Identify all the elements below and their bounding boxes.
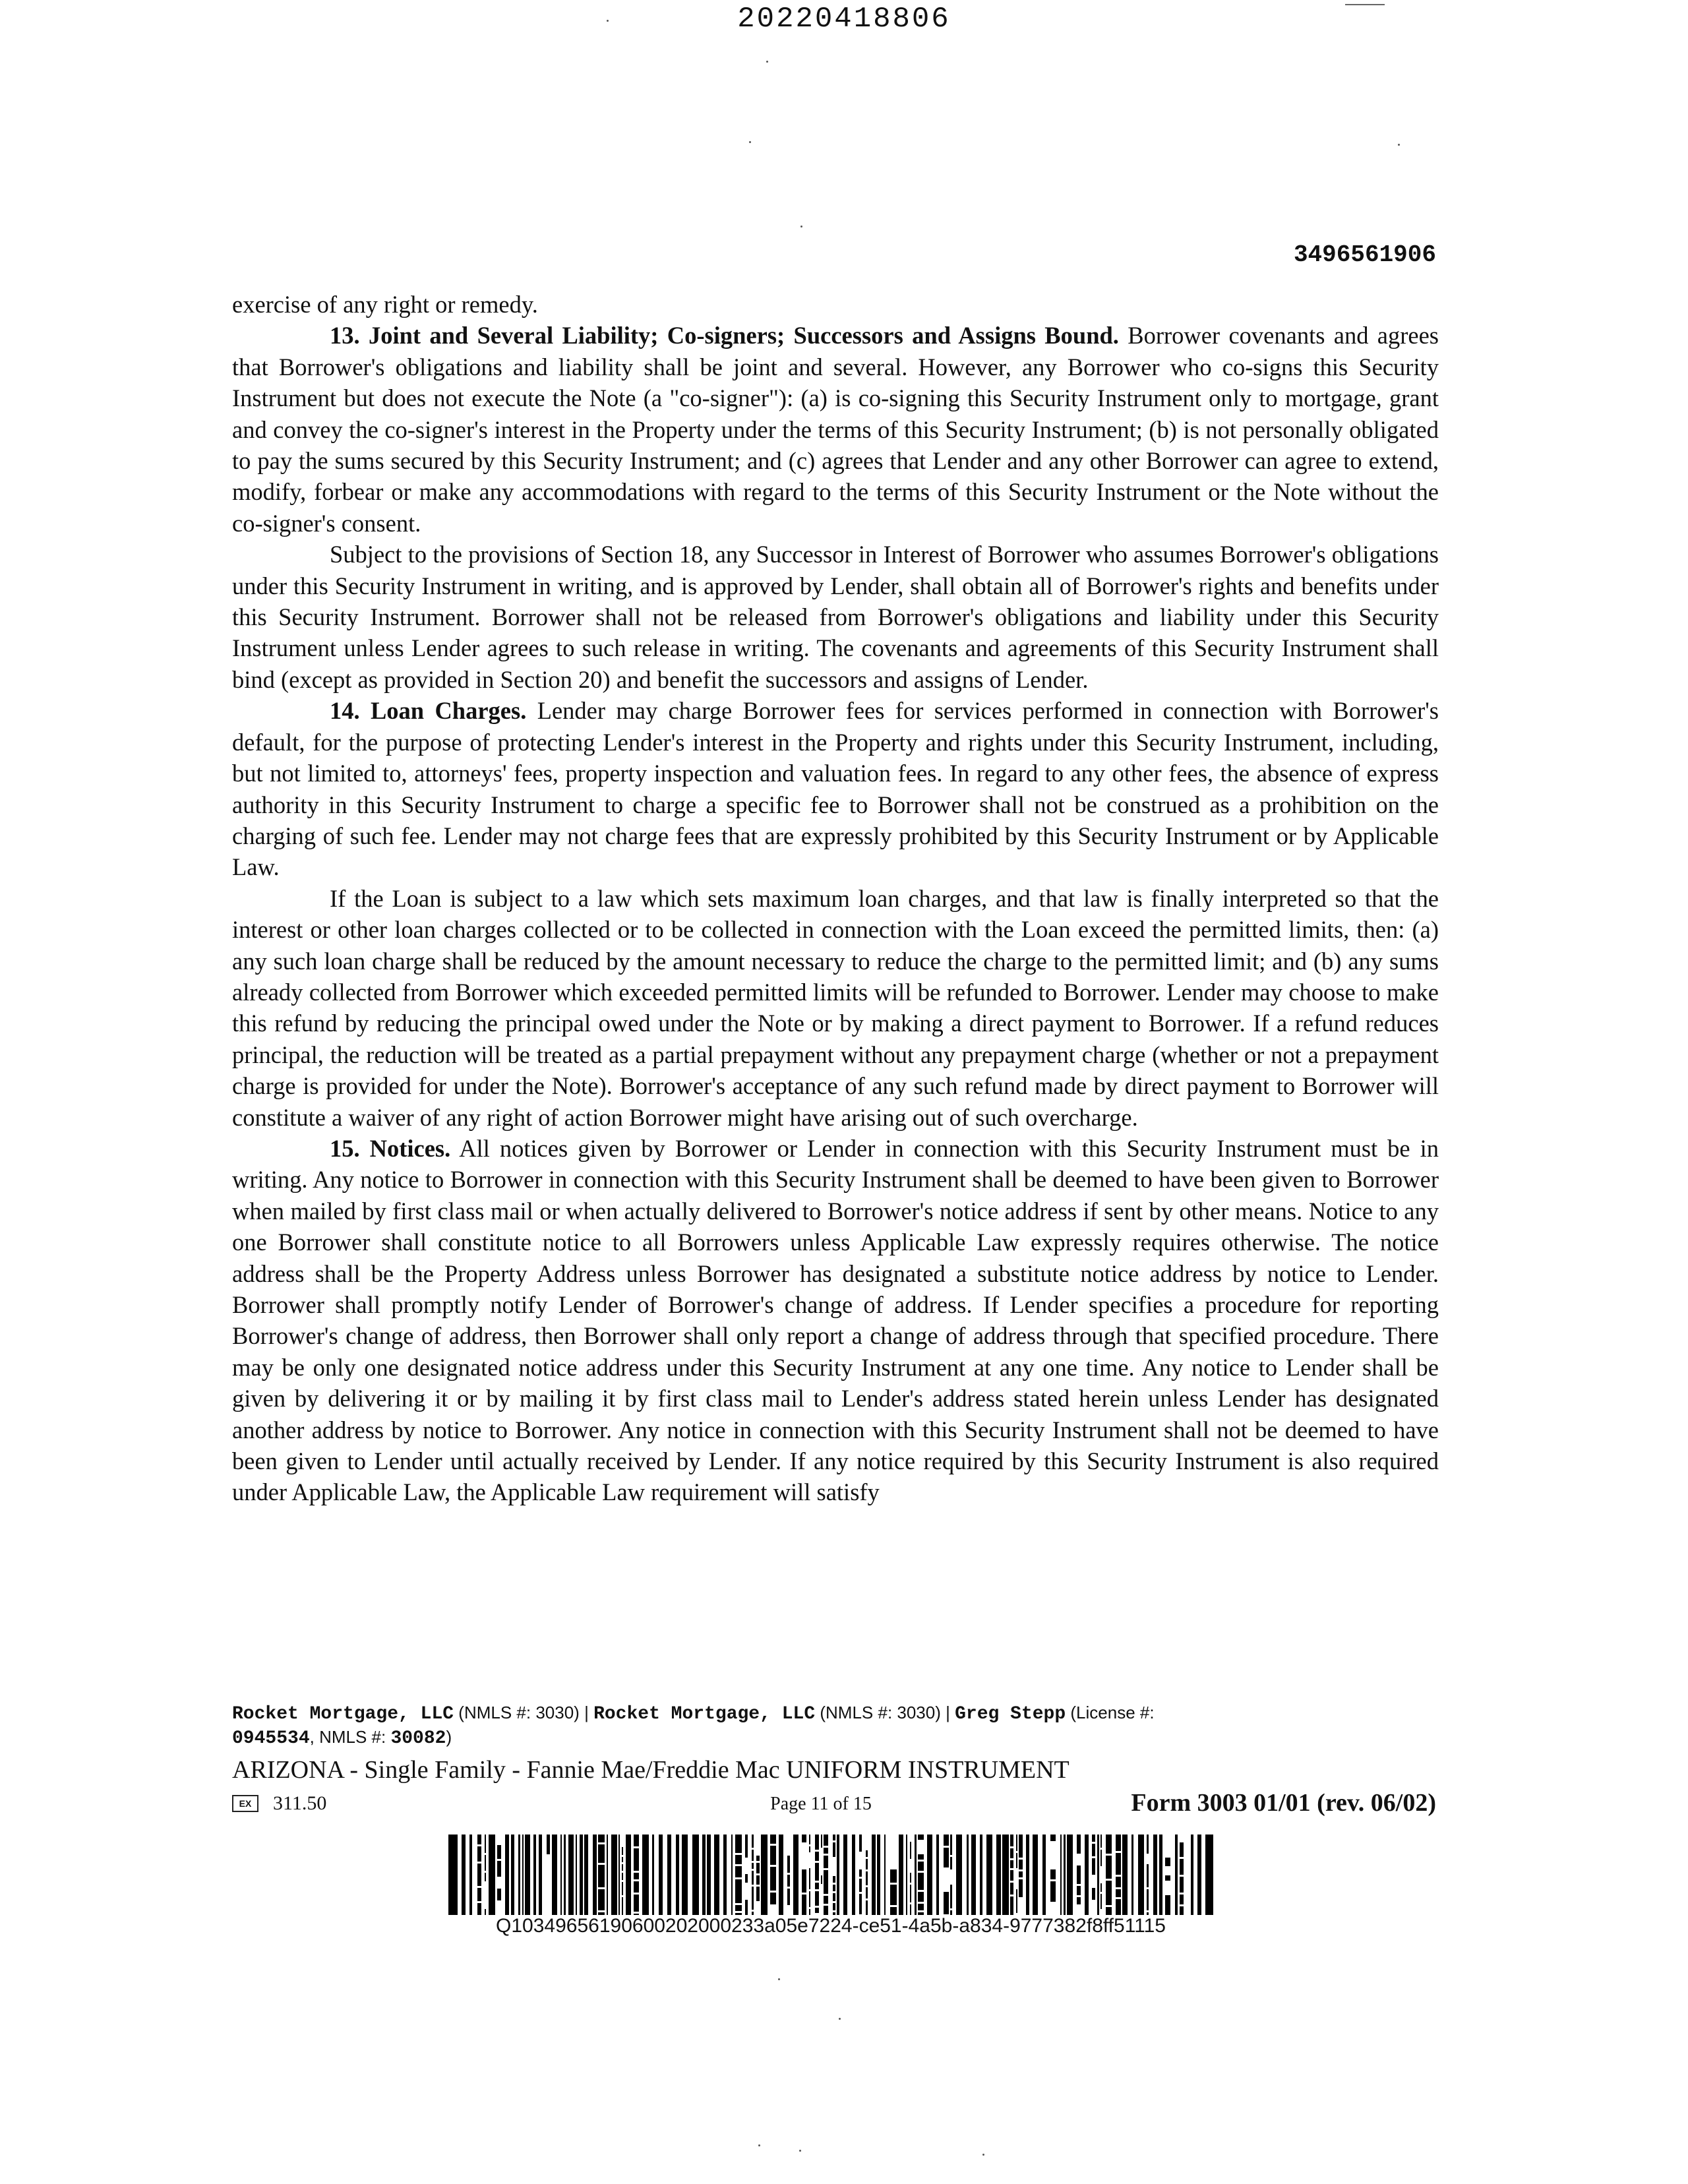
section-15-text: All notices given by Borrower or Lender in connection with this Security Instrument must be in writing. Any notice to Borrower in connection with this Security Instrument shall be deemed to have been given to Borrower when mailed by first class mail or when actually delivered to Borrower's notice address if sent by other means. Notice to any one Borrower shall constitute notice to all Borrowers unless Applicable Law expressly requires otherwise. The notice address shall be the Property Address unless Borrower has designated a substitute notice address by notice to Lender. Borrower shall promptly notify Lender of Borrower's change of address. If Lender specifies a procedure for reporting Borrower's change of address, then Borrower shall only report a change of address through that specified procedure. There may be only one designated notice address under this Security Instrument at any one time. Any notice to Lender shall be given by delivering it or by mailing it by first class mail to Lender's address stated herein unless Lender has designated another address by notice to Borrower. Any notice in connection with this Security Instrument shall not be deemed to have been given to Lender until actually received by Lender. If any notice required by this Security Instrument is also required under Applicable Law, the Applicable Law requirement will satisfy [232,1134,1439,1506]
scan-speck [1398,144,1400,146]
scan-speck [766,61,768,63]
lender-name-2: Rocket Mortgage, LLC [593,1704,816,1724]
scan-speck [799,2150,801,2152]
form-title [232,1755,1070,1784]
originator-nmls: 30082 [390,1728,446,1749]
scan-speck [607,20,609,22]
barcode-text: Q10349656190600202000233a05e7224-ce51-4a5b-a834-9777382f8ff51115 [496,1915,1166,1937]
form-description: - Single Family - Fannie Mae/Freddie Mac [343,1756,787,1784]
section-14-paragraph-2: If the Loan is subject to a law which sets maximum loan charges, and that law is finally interpreted so that the interest or other loan charges collected or to be collected in connection with the Loan exceed the permitted limits, then: (a) any such loan charge shall be reduced by the amount necessary to reduce the charge to the permitted limit; and (b) any sums already collected from Borrower which exceeded permitted limits will be refunded to Borrower. Lender may choose to make this refund by reducing the principal owed under the Note or by making a direct payment to Borrower. If a refund reduces principal, the reduction will be treated as a partial prepayment without any prepayment charge (whether or not a prepayment charge is provided for under the Note). Borrower's acceptance of any such refund made by direct payment to Borrower will constitute a waiver of any right of action Borrower might have arising out of such overcharge. [232,884,1439,1131]
originator-nmls-label: , NMLS #: [309,1727,386,1747]
originator-name: Greg Stepp [955,1704,1066,1724]
form-code: 311.50 [273,1792,327,1814]
recording-number: 20220418806 [737,3,951,36]
form-software-icon: EX [232,1795,258,1812]
section-14-text: Lender may charge Borrower fees for services performed in connection with Borrower's default, for the purpose of protecting Lender's interest in the Property and rights under this Security Instrument, including, but not limited to, attorneys' fees, property inspection and valuation fees. In regard to any other fees, the absence of express authority in this Security Instrument to charge a specific fee to Borrower shall not be construed as a prohibition on the charging of such fee. Lender may not charge fees that are expressly prohibited by this Security Instrument or by Applicable Law. [232,697,1439,881]
section-13-paragraph-2: Subject to the provisions of Section 18, any Successor in Interest of Borrower who assumes Borrower's obligations under this Security Instrument in writing, and is approved by Lender, shall obtain all of Borrower's rights and benefits under this Security Instrument. Borrower shall not be released from Borrower's obligations and liability under this Security Instrument unless Lender agrees to such release in writing. The covenants and agreements of this Security Instrument shall bind (except as provided in Section 20) and benefit the successors and assigns of Lender. [232,541,1439,693]
section-14-paragraph-1 [232,695,1439,882]
continuation-text: exercise of any right or remedy. [232,291,538,318]
page-indicator: Page 11 of 15 [770,1794,872,1814]
form-number: Form 3003 01/01 (rev. 06/02) [1131,1789,1436,1817]
loan-number: 3496561906 [1293,241,1436,268]
barcode [448,1835,1213,1915]
scan-speck [839,2018,841,2020]
scan-speck [982,2154,984,2156]
section-15-paragraph-1 [232,1133,1439,1508]
originator-info [232,1701,1439,1750]
section-13-text: Borrower covenants and agrees that Borrower's obligations and liability shall be joint and several. However, any Borrower who co-signs this Security Instrument but does not execute the Note (a "co-signer"): (a) is co-signing this Security Instrument only to mortgage, grant and convey the co-signer's interest in the Property under the terms of this Security Instrument; (b) is not personally obligated to pay the sums secured by this Security Instrument; and (c) agrees that Lender and any other Borrower can agree to extend, modify, forbear or make any accommodations with regard to the terms of this Security Instrument or the Note without the co-signer's consent. [232,322,1439,537]
scan-speck [800,226,802,228]
document-body [232,289,1439,1508]
form-uniform: UNIFORM INSTRUMENT [786,1756,1070,1784]
separator-2: | [946,1703,950,1722]
originator-license-label: (License #: [1070,1703,1155,1722]
lender-name-1: Rocket Mortgage, LLC [232,1704,454,1724]
section-13-heading: 13. Joint and Several Liability; Co-signers; Successors and Assigns Bound. [330,322,1119,349]
separator-1: | [584,1703,589,1722]
originator-license: 0945534 [232,1728,310,1749]
scan-speck [758,2144,760,2146]
scan-speck [749,141,751,143]
section-13-paragraph-1 [232,320,1439,539]
originator-close: ) [446,1727,452,1747]
lender-nmls-1: (NMLS #: 3030) [458,1703,580,1722]
section-14-heading: 14. Loan Charges. [330,697,527,725]
scan-speck [778,1978,780,1980]
form-state: ARIZONA [232,1756,344,1784]
section-15-heading: 15. Notices. [330,1134,451,1162]
lender-nmls-2: (NMLS #: 3030) [820,1703,941,1722]
